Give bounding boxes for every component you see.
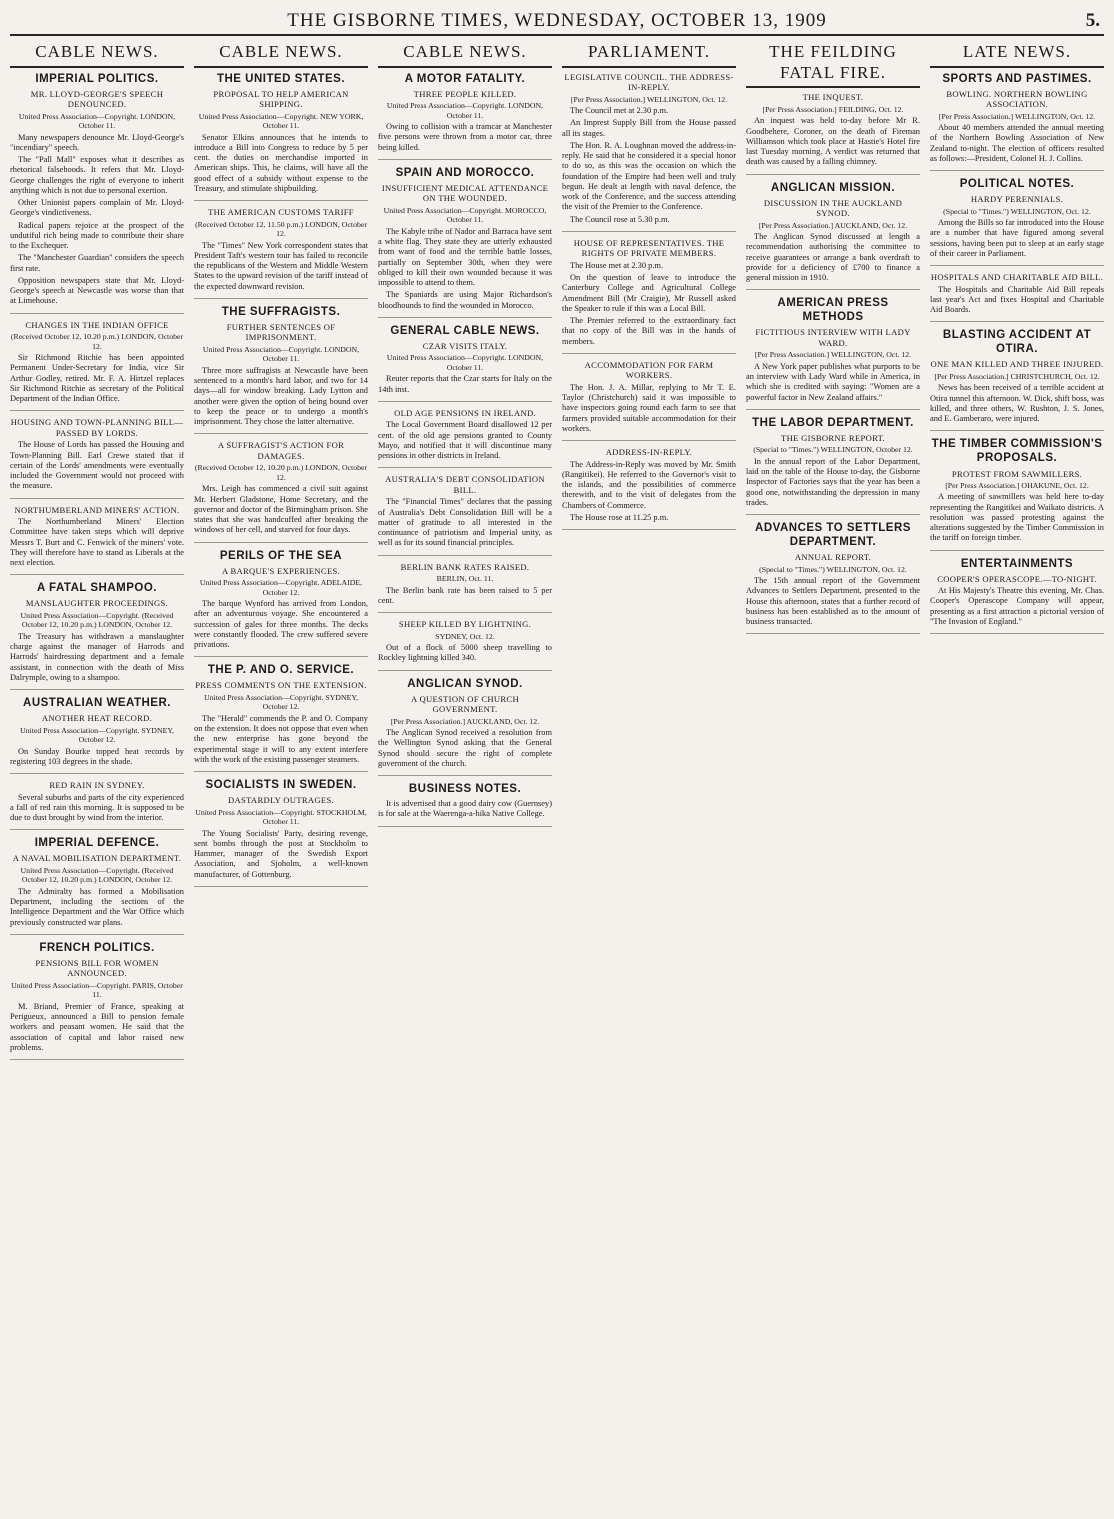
- article-headline: BUSINESS NOTES.: [408, 783, 522, 796]
- article-dateline: [Per Press Association.] OHAKUNE, Oct. 12.: [945, 480, 1089, 490]
- article-dateline: SYDNEY, Oct. 12.: [435, 631, 495, 641]
- article-headline: THE SUFFRAGISTS.: [221, 305, 341, 318]
- news-article: [194, 305, 368, 434]
- article-subhead: THREE PEOPLE KILLED.: [413, 88, 517, 99]
- newspaper-column: [378, 38, 552, 1512]
- article-dateline: [Per Press Association.] AUCKLAND, Oct. 12.: [390, 716, 540, 726]
- article-paragraph: Owing to collision with a tramcar at Manchester five persons were thrown from a motor car, three being killed.: [378, 122, 552, 152]
- news-article: [930, 557, 1104, 635]
- article-headline: AUSTRALIAN WEATHER.: [23, 697, 171, 710]
- news-article: [746, 416, 920, 515]
- article-dateline: United Press Association—Copyright. LONDON, October 11.: [386, 101, 544, 120]
- article-paragraph: Sir Richmond Ritchie has been appointed Permanent Under-Secretary for India, vice Sir Arthur Godley, retired. Mr. F. A. Hirtzel replaces Sir Richmond Ritchie as secretary of the Political Department of the Indian Office.: [10, 353, 184, 404]
- newspaper-columns: [10, 38, 1104, 1512]
- article-subhead: OLD AGE PENSIONS IN IRELAND.: [394, 407, 536, 418]
- article-paragraph: About 40 members attended the annual meeting of the Northern Bowling Association of New Zealand to-night. The election of officers resulted as follows:—President, Colonel H. J. Collins.: [930, 123, 1104, 163]
- article-subhead: ANNUAL REPORT.: [794, 552, 872, 563]
- news-article: [194, 778, 368, 887]
- article-subhead: AUSTRALIA'S DEBT CONSOLIDATION BILL.: [385, 474, 545, 495]
- column-heading: CABLE NEWS.: [10, 38, 184, 68]
- article-subhead: RED RAIN IN SYDNEY.: [49, 780, 145, 791]
- article-paragraph: An inquest was held to-day before Mr R. Goodbehere, Coroner, on the death of Fireman Williamson which took place at Hastie's Hotel fire last Tuesday morning. A verdict was returned that death was caused by a falling chimney.: [746, 116, 920, 167]
- article-headline: ENTERTAINMENTS: [960, 557, 1074, 570]
- news-article: [746, 521, 920, 634]
- article-paragraph: The House of Lords has passed the Housing and Town-Planning Bill. Earl Crewe stated that if certain of the Lords' amendments were eventually included the Government would not proceed with the measure.: [10, 440, 184, 491]
- article-subhead: ADDRESS-IN-REPLY.: [605, 447, 693, 458]
- article-subhead: BERLIN BANK RATES RAISED.: [400, 561, 530, 572]
- article-subhead: ANOTHER HEAT RECORD.: [41, 713, 153, 724]
- article-paragraph: The "Times" New York correspondent states that President Taft's western tour has failed to reconcile the republicans of the Western and Middle Western States to the upward revision of the tariff instead of the expected downward revision.: [194, 240, 368, 291]
- column-heading: CABLE NEWS.: [378, 38, 552, 68]
- article-headline: SOCIALISTS IN SWEDEN.: [205, 779, 357, 792]
- article-subhead: ACCOMMODATION FOR FARM WORKERS.: [584, 359, 714, 381]
- news-article: [930, 72, 1104, 171]
- newspaper-column: [562, 38, 736, 1512]
- article-subhead: PROTEST FROM SAWMILLERS.: [951, 468, 1083, 479]
- column-heading: PARLIAMENT.: [562, 38, 736, 68]
- article-paragraph: The "Pall Mall" exposes what it describes as rhetorical falsehoods. It refers that Mr. Lloyd-George challenges the right of everyone to inherit anything which is not due to personal exertion.: [10, 155, 184, 195]
- article-headline: THE P. AND O. SERVICE.: [207, 664, 355, 677]
- article-dateline: United Press Association—Copyright. PARIS, October 11.: [11, 980, 183, 1000]
- article-paragraph: M. Briand, Premier of France, speaking at Perigueux, announced a Bill to pension female workers and peasant women. He said that the association of capital and labor raised new problems.: [10, 1001, 184, 1052]
- article-headline: ANGLICAN SYNOD.: [407, 677, 523, 690]
- article-subhead: SHEEP KILLED BY LIGHTNING.: [398, 619, 532, 630]
- news-article: [930, 177, 1104, 266]
- article-dateline: BERLIN, Oct. 11.: [436, 574, 494, 584]
- article-subhead: A SUFFRAGIST'S ACTION FOR DAMAGES.: [217, 440, 345, 461]
- article-dateline: (Special to "Times.") WELLINGTON, Oct. 12.: [759, 564, 907, 574]
- article-dateline: (Received October 12, 11.50 p.m.) LONDON, October 12.: [195, 219, 367, 239]
- news-article: [194, 663, 368, 772]
- article-dateline: United Press Association—Copyright. LONDON, October 11.: [386, 353, 544, 372]
- article-subhead: HOUSE OF REPRESENTATIVES. THE RIGHTS OF PRIVATE MEMBERS.: [573, 237, 725, 259]
- article-dateline: (Received October 12, 10.20 p.m.) LONDON, October 12.: [194, 463, 368, 482]
- article-subhead: LEGISLATIVE COUNCIL. THE ADDRESS-IN-REPLY.: [564, 71, 734, 93]
- article-dateline: [Per Press Association.] FEILDING, Oct. 12.: [762, 104, 904, 114]
- newspaper-column: [10, 38, 184, 1512]
- news-article: [562, 72, 736, 232]
- news-article: [930, 328, 1104, 431]
- article-subhead: CZAR VISITS ITALY.: [422, 340, 508, 351]
- article-paragraph: The 15th annual report of the Government Advances to Settlers Department, presented to the House this afternoon, states that a further record of business has been established as to the amount of business transacted.: [746, 576, 920, 627]
- news-article: [746, 181, 920, 291]
- article-paragraph: The Hon. J. A. Millar, replying to Mr T. E. Taylor (Christchurch) said it was impossible to have inspectors going round each farm to see that farmers provided suitable accommodation for their workers.: [562, 382, 736, 433]
- article-dateline: (Special to "Times.") WELLINGTON, October 12.: [753, 445, 913, 455]
- article-subhead: HARDY PERENNIALS.: [970, 194, 1064, 205]
- article-paragraph: Out of a flock of 5000 sheep travelling to Rockley lightning killed 340.: [378, 643, 552, 663]
- article-paragraph: In the annual report of the Labor Department, laid on the table of the House to-day, the Gisborne Inspector of Factories says that the year has been a good one, notwithstanding the depression in many trades.: [746, 456, 920, 507]
- news-article: [10, 417, 184, 498]
- newspaper-column: [746, 38, 920, 1512]
- article-headline: ANGLICAN MISSION.: [770, 181, 896, 194]
- article-paragraph: The Local Government Board disallowed 12 per cent. of the old age pensions granted to County Mayo, and notified that it will discontinue many pensions in other districts in Ireland.: [378, 420, 552, 461]
- article-paragraph: The Anglican Synod discussed at length a recommendation authorising the committee to receive guarantees or arrange a bank overdraft to provide for a deficiency of £700 to finance a general mission in 1910.: [746, 232, 920, 283]
- article-paragraph: The Northumberland Miners' Election Committee have taken steps which will deprive Messrs T. Burt and C. Fenwick of the miners' vote. They will therefore have to stand as Liberals at the next election.: [10, 517, 184, 568]
- masthead: [10, 4, 1104, 36]
- article-paragraph: A New York paper publishes what purports to be an interview with Lady Ward while in America, in which she is credited with saying: "Women are a powerful factor in New Zealand affairs.": [746, 361, 920, 402]
- article-paragraph: Senator Elkins announces that he intends to introduce a Bill into Congress to reduce by 5 per cent. the duties on merchandise imported in American ships. This, he claims, will have all the good effect of a subsidy without expense to the Treasury, and stimulate shipbuilding.: [194, 132, 368, 193]
- article-subhead: NORTHUMBERLAND MINERS' ACTION.: [14, 504, 180, 515]
- article-paragraph: A meeting of sawmillers was held here to-day representing the Rangitikei and Waikato districts. A resolution was passed protesting against the alterations suggested by the Timber Commission in the tariff on foreign timber.: [930, 492, 1104, 543]
- article-headline: FRENCH POLITICS.: [39, 941, 155, 954]
- article-dateline: United Press Association—Copyright. LONDON, October 11.: [202, 344, 360, 364]
- article-dateline: United Press Association—Copyright. (Received October 12, 10.20 p.m.) LONDON, October 12.: [20, 610, 174, 630]
- article-paragraph: The Council met at 2.30 p.m.: [570, 106, 669, 116]
- article-subhead: THE AMERICAN CUSTOMS TARIFF: [208, 207, 354, 218]
- article-paragraph: Many newspapers denounce Mr. Lloyd-George's "incendiary" speech.: [10, 132, 184, 152]
- article-subhead: ONE MAN KILLED AND THREE INJURED.: [930, 359, 1104, 370]
- news-article: [378, 619, 552, 670]
- article-dateline: [Per Press Association.] WELLINGTON, Oct. 12.: [938, 111, 1096, 121]
- article-headline: SPAIN AND MOROCCO.: [395, 166, 535, 179]
- news-article: [10, 941, 184, 1060]
- article-paragraph: It is advertised that a good dairy cow (Guernsey) is for sale at the Waerenga-a-hika Native College.: [378, 799, 552, 819]
- article-subhead: FURTHER SENTENCES OF IMPRISONMENT.: [226, 321, 336, 343]
- article-headline: A FATAL SHAMPOO.: [36, 582, 158, 595]
- article-headline: IMPERIAL DEFENCE.: [34, 837, 160, 850]
- column-heading: THE FEILDING FATAL FIRE.: [746, 38, 920, 88]
- article-dateline: United Press Association—Copyright. STOCKHOLM, October 11.: [195, 807, 367, 827]
- article-subhead: PRESS COMMENTS ON THE EXTENSION.: [195, 680, 367, 691]
- article-paragraph: At His Majesty's Theatre this evening, Mr. Chas. Cooper's Operascope Company will appear, presenting as a first attraction a pictorial version of "The Invasion of England.": [930, 586, 1104, 626]
- article-dateline: United Press Association—Copyright. (Received October 12, 10.20 p.m.) LONDON, October 12.: [20, 865, 174, 885]
- article-dateline: [Per Press Association.] WELLINGTON, Oct. 12.: [570, 94, 728, 104]
- article-headline: IMPERIAL POLITICS.: [35, 72, 159, 85]
- article-subhead: COOPER'S OPERASCOPE.—TO-NIGHT.: [937, 573, 1097, 584]
- article-headline: ADVANCES TO SETTLERS DEPARTMENT.: [755, 522, 911, 549]
- news-article: [194, 440, 368, 542]
- article-paragraph: The House rose at 11.25 p.m.: [570, 512, 669, 522]
- article-headline: BLASTING ACCIDENT AT OTIRA.: [942, 329, 1092, 356]
- article-dateline: [Per Press Association.] CHRISTCHURCH, Oct. 12.: [934, 371, 1100, 381]
- news-article: [378, 324, 552, 402]
- news-article: [194, 207, 368, 299]
- article-paragraph: The Address-in-Reply was moved by Mr. Smith (Rangitikei). He referred to the Governor's visit to the islands, and the possibilities of commerce therewith, and to the visit of delegates from the Chambers of Commerce.: [562, 459, 736, 510]
- article-subhead: FICTITIOUS INTERVIEW WITH LADY WARD.: [755, 327, 911, 348]
- article-subhead: A QUESTION OF CHURCH GOVERNMENT.: [411, 693, 519, 715]
- article-headline: SPORTS AND PASTIMES.: [942, 72, 1092, 85]
- news-article: [10, 320, 184, 412]
- article-subhead: CHANGES IN THE INDIAN OFFICE: [25, 319, 169, 330]
- article-headline: THE TIMBER COMMISSION'S PROPOSALS.: [931, 438, 1103, 465]
- article-headline: PERILS OF THE SEA: [219, 549, 343, 562]
- news-article: [378, 562, 552, 613]
- article-headline: POLITICAL NOTES.: [959, 178, 1075, 191]
- article-paragraph: The Treasury has withdrawn a manslaughter charge against the manager of Harrods and Harrods' hairdressing department and a female assistant, in connection with the death of Miss Dalrymple, owing to a shampoo.: [10, 631, 184, 682]
- column-heading: LATE NEWS.: [930, 38, 1104, 68]
- article-dateline: [Per Press Association.] AUCKLAND, Oct. 12.: [758, 220, 908, 230]
- article-subhead: MR. LLOYD-GEORGE'S SPEECH DENOUNCED.: [30, 88, 164, 110]
- news-article: [10, 696, 184, 774]
- news-article: [378, 408, 552, 468]
- article-subhead: THE INQUEST.: [802, 92, 864, 103]
- news-article: [562, 238, 736, 354]
- article-paragraph: The barque Wynford has arrived from London, after an adventurous voyage. She encountered a succession of gales for three months. The decks were constantly flooded. The crew suffered severe privations.: [194, 599, 368, 650]
- article-paragraph: The Kabyle tribe of Nador and Barraca have sent a white flag. They state they are utterly exhausted from want of food and the terrible battle losses, partially on September 30th, when they were obliged to kill their own wounded because it was impossible to attend to them.: [378, 226, 552, 288]
- article-subhead: MANSLAUGHTER PROCEEDINGS.: [25, 598, 169, 609]
- news-article: [746, 296, 920, 410]
- news-article: [562, 447, 736, 530]
- news-article: [930, 272, 1104, 322]
- article-dateline: United Press Association—Copyright. NEW YORK, October 11.: [198, 111, 364, 131]
- article-paragraph: The "Herald" commends the P. and O. Company on the extension. It does not oppose that even when the new enterprise has gone beyond the experimental stage it will to any extent interfere with the work of the existing passenger steamers.: [194, 713, 368, 764]
- article-paragraph: The "Manchester Guardian" considers the speech first rate.: [10, 253, 184, 273]
- article-paragraph: Reuter reports that the Czar starts for Italy on the 14th inst.: [378, 374, 552, 394]
- article-dateline: United Press Association—Copyright. SYDNEY, October 12.: [20, 725, 174, 745]
- newspaper-column: [194, 38, 368, 1512]
- news-article: [194, 549, 368, 658]
- news-article: [378, 782, 552, 827]
- article-dateline: (Special to "Times.") WELLINGTON, Oct. 12.: [943, 206, 1091, 216]
- article-subhead: PENSIONS BILL FOR WOMEN ANNOUNCED.: [35, 957, 159, 979]
- article-paragraph: The Council rose at 5.30 p.m.: [570, 214, 670, 224]
- article-paragraph: Mrs. Leigh has commenced a civil suit against Mr. Herbert Gladstone, Home Secretary, and the governor and doctor of the Birmingham prison. She states that she was handcuffed after breaking the windows of her cell, and starved for four days.: [194, 484, 368, 535]
- newspaper-column: [930, 38, 1104, 1512]
- column-heading: CABLE NEWS.: [194, 38, 368, 68]
- article-subhead: HOUSING AND TOWN-PLANNING BILL—PASSED BY LORDS.: [10, 417, 184, 438]
- article-subhead: A NAVAL MOBILISATION DEPARTMENT.: [12, 853, 182, 864]
- article-subhead: A BARQUE'S EXPERIENCES.: [221, 565, 341, 576]
- news-article: [194, 72, 368, 201]
- page-number: 5.: [1085, 10, 1100, 31]
- article-headline: THE UNITED STATES.: [216, 72, 346, 85]
- article-paragraph: The Young Socialists' Party, desiring revenge, sent bombs through the post at Stockholm to Hammer, manager of the Swedish Export Association, and Sjoholm, a well-known manufacturer, of Gottenburg.: [194, 828, 368, 879]
- article-paragraph: The House met at 2.30 p.m.: [570, 260, 664, 270]
- article-paragraph: The Anglican Synod received a resolution from the Wellington Synod asking that the General Synod should secure the right of complete government of the church.: [378, 728, 552, 768]
- article-subhead: BOWLING. NORTHERN BOWLING ASSOCIATION.: [946, 88, 1088, 110]
- news-article: [10, 581, 184, 690]
- article-dateline: United Press Association—Copyright. MOROCCO, October 11.: [383, 205, 547, 225]
- article-paragraph: The "Financial Times" declares that the passing of Australia's Debt Consolidation Bill will be a matter of gratitude to all interested in the continuance of patriotism and Imperial unity, as well as for its sound financial principles.: [378, 497, 552, 548]
- article-paragraph: The Premier referred to the extraordinary fact that no copy of the Bill was in the hands of members.: [562, 316, 736, 346]
- article-subhead: DASTARDLY OUTRAGES.: [227, 795, 334, 806]
- article-dateline: [Per Press Association.] WELLINGTON, Oct. 12.: [754, 350, 912, 360]
- article-dateline: United Press Association—Copyright. ADELAIDE, October 12.: [199, 578, 363, 597]
- article-subhead: DISCUSSION IN THE AUCKLAND SYNOD.: [763, 197, 903, 219]
- article-subhead: THE GISBORNE REPORT.: [781, 432, 885, 443]
- news-article: [378, 474, 552, 555]
- news-article: [746, 92, 920, 174]
- article-dateline: United Press Association—Copyright. LONDON, October 11.: [18, 111, 176, 131]
- newspaper-title: THE GISBORNE TIMES, WEDNESDAY, OCTOBER 13, 1909: [287, 10, 827, 31]
- article-paragraph: News has been received of a terrible accident at Otira tunnel this afternoon. W. Dick, shift boss, was killed, and three others, W. Rushton, J. S. Jones, and E. Gamberaro, were injured.: [930, 383, 1104, 424]
- article-paragraph: Radical papers rejoice at the prospect of the undutiful rich being made to contribute their share to the Exchequer.: [10, 220, 184, 251]
- article-headline: GENERAL CABLE NEWS.: [390, 324, 540, 337]
- article-paragraph: On Sunday Bourke topped heat records by registering 103 degrees in the shade.: [10, 746, 184, 766]
- article-subhead: INSUFFICIENT MEDICAL ATTENDANCE ON THE WOUNDED.: [381, 183, 549, 204]
- news-article: [378, 72, 552, 160]
- article-dateline: (Received October 12, 10.20 p.m.) LONDON, October 12.: [10, 332, 184, 351]
- news-article: [378, 166, 552, 318]
- article-paragraph: The Hospitals and Charitable Aid Bill repeals last year's Act and fixes Hospital and Charitable Aid Boards.: [930, 284, 1104, 315]
- news-article: [10, 836, 184, 935]
- article-paragraph: Opposition newspapers state that Mr. Lloyd-George's speech at Newcastle was worse than that at Limehouse.: [10, 275, 184, 306]
- article-paragraph: An Imprest Supply Bill from the House passed all its stages.: [562, 118, 736, 138]
- article-headline: A MOTOR FATALITY.: [404, 72, 526, 85]
- article-headline: AMERICAN PRESS METHODS: [777, 297, 889, 324]
- article-paragraph: Other Unionist papers complain of Mr. Lloyd-George's vindictiveness.: [10, 198, 184, 218]
- news-article: [10, 72, 184, 314]
- article-subhead: PROPOSAL TO HELP AMERICAN SHIPPING.: [213, 88, 349, 110]
- article-paragraph: The Spaniards are using Major Richardson's bloodhounds to find the wounded in Morocco.: [378, 290, 552, 310]
- article-subhead: HOSPITALS AND CHARITABLE AID BILL.: [930, 272, 1104, 283]
- article-dateline: United Press Association—Copyright. SYDNEY, October 12.: [204, 692, 358, 712]
- article-paragraph: Several suburbs and parts of the city experienced a fall of red rain this morning. It is supposed to be due to dust brought by wind from the interior.: [10, 792, 184, 823]
- article-paragraph: On the question of leave to introduce the Canterbury College and Agricultural College Amendment Bill (Mr Craigie), Mr Russell asked the Speaker to rule if this was a Local Bill.: [562, 273, 736, 313]
- article-paragraph: Among the Bills so far introduced into the House are a number that have figured among several sessions, having been put to sleep at an early stage of their career in Parliament.: [930, 218, 1104, 258]
- news-article: [10, 505, 184, 576]
- news-article: [378, 677, 552, 776]
- article-paragraph: Three more suffragists at Newcastle have been sentenced to a month's hard labor, and two for 14 days—all for window breaking. Lady Lytton and another were given the option of being bound over to keep the peace or to undergo a month's imprisonment. They chose the latter alternative.: [194, 365, 368, 427]
- news-article: [10, 780, 184, 830]
- article-paragraph: The Admiralty has formed a Mobilisation Department, including the sections of the Intelligence Department and the War Office which previously constructed war plans.: [10, 886, 184, 927]
- article-paragraph: The Berlin bank rate has been raised to 5 per cent.: [378, 585, 552, 605]
- article-headline: THE LABOR DEPARTMENT.: [752, 416, 914, 429]
- news-article: [930, 437, 1104, 550]
- article-paragraph: The Hon. R. A. Loughnan moved the address-in-reply. He said that he considered it a special honor to do so, as this was the occasion on which the foundation of the Empire had been well and truly begun. He dealt at length with naval defence, the work of the Conference, and the success attending the visit of the Premier to the Conference.: [562, 140, 736, 212]
- news-article: [562, 360, 736, 441]
